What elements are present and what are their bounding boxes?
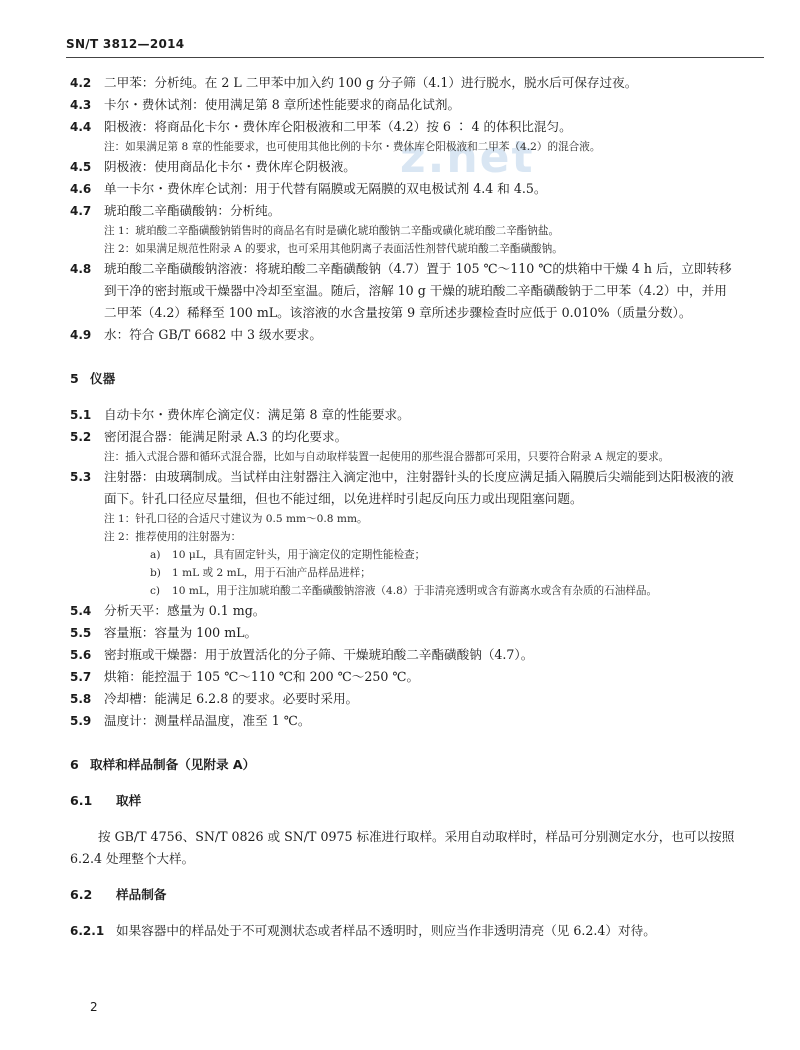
section-number: 5	[70, 371, 79, 386]
list-text: 1 mL 或 2 mL，用于石油产品样品进样；	[172, 567, 371, 579]
clause-text: 阴极液：使用商品化卡尔・费休库仑阴极液。	[104, 159, 356, 174]
clause-number: 5.3	[70, 470, 92, 484]
note-5-3-1: 注 1：针孔口径的合适尺寸建议为 0.5 mm～0.8 mm。	[104, 513, 368, 525]
clause-number: 4.8	[70, 262, 92, 276]
clause-text: 卡尔・费休试剂：使用满足第 8 章所述性能要求的商品化试剂。	[104, 97, 461, 112]
note-5-2: 注：插入式混合器和循环式混合器，比如与自动取样装置一起使用的那些混合器都可采用，只要符合附录 A 规定的要求。	[104, 451, 670, 463]
clause-number: 5.5	[70, 626, 92, 640]
page-number: 2	[90, 1000, 98, 1014]
subsection-number: 6.1	[70, 793, 93, 808]
clause-number: 5.9	[70, 714, 92, 728]
clause-text: 琥珀酸二辛酯磺酸钠溶液：将琥珀酸二辛酯磺酸钠（4.7）置于 105 ℃～110 ℃的烘箱中干燥 4 h 后，立即转移到干净的密封瓶或干燥器中冷却至室温。随后，溶解 10 g 干燥的琥珀酸二辛酯磺酸钠于二甲苯（4.2）中，并用二甲苯（4.2）稀释至 100 mL。该溶液的水含量按第 9 章所述步骤检查时应低于 0.010%（质量分数）。	[104, 261, 732, 320]
subsection-number: 6.2	[70, 887, 93, 902]
standard-code: SN/T 3812—2014	[66, 37, 185, 51]
clause-text: 自动卡尔・费休库仑滴定仪：满足第 8 章的性能要求。	[104, 407, 410, 422]
clause-text: 如果容器中的样品处于不可观测状态或者样品不透明时，则应当作非透明清亮（见 6.2.4）对待。	[116, 923, 656, 938]
clause-4-2	[70, 72, 738, 94]
clause-text: 密闭混合器：能满足附录 A.3 的均化要求。	[104, 429, 348, 444]
clause-text: 阳极液：将商品化卡尔・费休库仑阳极液和二甲苯（4.2）按 6 ∶ 4 的体积比混匀。	[104, 119, 572, 134]
clause-4-8	[70, 258, 738, 324]
clause-4-9	[70, 324, 738, 346]
clause-number: 4.7	[70, 204, 92, 218]
clause-5-6	[70, 644, 738, 666]
clause-4-5	[70, 156, 738, 178]
paragraph-6-1: 按 GB/T 4756、SN/T 0826 或 SN/T 0975 标准进行取样。采用自动取样时，样品可分别测定水分，也可以按照 6.2.4 处理整个大样。	[70, 829, 735, 866]
clause-text: 分析天平：感量为 0.1 mg。	[104, 603, 266, 618]
clause-number: 6.2.1	[70, 924, 105, 938]
clause-text: 水：符合 GB/T 6682 中 3 级水要求。	[104, 327, 322, 342]
clause-number: 4.5	[70, 160, 92, 174]
clause-number: 5.7	[70, 670, 92, 684]
section-title: 取样和样品制备（见附录 A）	[90, 757, 256, 772]
clause-4-3	[70, 94, 738, 116]
clause-text: 容量瓶：容量为 100 mL。	[104, 625, 258, 640]
clause-number: 4.9	[70, 328, 92, 342]
clause-number: 5.6	[70, 648, 92, 662]
clause-5-2	[70, 426, 738, 448]
document-body	[70, 72, 738, 942]
clause-number: 5.8	[70, 692, 92, 706]
clause-4-4	[70, 116, 738, 138]
clause-number: 4.6	[70, 182, 92, 196]
note-4-7-1: 注 1：琥珀酸二辛酯磺酸钠销售时的商品名有时是磺化琥珀酸钠二辛酯或磺化琥珀酸二辛酯钠盐。	[104, 225, 560, 237]
list-item	[70, 546, 738, 564]
header-divider	[66, 57, 764, 58]
clause-text: 二甲苯：分析纯。在 2 L 二甲苯中加入约 100 g 分子筛（4.1）进行脱水，脱水后可保存过夜。	[104, 75, 638, 90]
clause-text: 单一卡尔・费休库仑试剂：用于代替有隔膜或无隔膜的双电极试剂 4.4 和 4.5。	[104, 181, 547, 196]
clause-number: 4.3	[70, 98, 92, 112]
subsection-6-2-heading	[70, 884, 738, 906]
note-4-7-2: 注 2：如果满足规范性附录 A 的要求，也可采用其他阴离子表面活性剂替代琥珀酸二辛酯磺酸钠。	[104, 243, 563, 255]
clause-5-1	[70, 404, 738, 426]
clause-text: 注射器：由玻璃制成。当试样由注射器注入滴定池中，注射器针头的长度应满足插入隔膜后尖端能到达阳极液的液面下。针孔口径应尽量细，但也不能过细，以免进样时引起反向压力或出现阻塞问题。	[104, 469, 734, 506]
clause-text: 琥珀酸二辛酯磺酸钠：分析纯。	[104, 203, 281, 218]
list-label: b)	[150, 567, 161, 579]
subsection-title: 取样	[116, 793, 142, 808]
clause-5-5	[70, 622, 738, 644]
clause-6-2-1	[70, 920, 738, 942]
watermark: z.net	[400, 132, 535, 183]
clause-text: 冷却槽：能满足 6.2.8 的要求。必要时采用。	[104, 691, 359, 706]
clause-5-8	[70, 688, 738, 710]
clause-number: 4.2	[70, 76, 92, 90]
clause-text: 温度计：测量样品温度，准至 1 ℃。	[104, 713, 311, 728]
list-label: c)	[150, 585, 161, 597]
clause-5-9	[70, 710, 738, 732]
subsection-6-1-heading	[70, 790, 738, 812]
clause-5-3	[70, 466, 738, 510]
list-label: a)	[150, 549, 161, 561]
clause-4-7	[70, 200, 738, 222]
clause-number: 5.4	[70, 604, 92, 618]
clause-number: 4.4	[70, 120, 92, 134]
clause-5-4	[70, 600, 738, 622]
clause-number: 5.2	[70, 430, 92, 444]
list-text: 10 μL，具有固定针头，用于滴定仪的定期性能检查；	[172, 549, 426, 561]
clause-number: 5.1	[70, 408, 92, 422]
clause-4-6	[70, 178, 738, 200]
list-text: 10 mL，用于注加琥珀酸二辛酯磺酸钠溶液（4.8）于非清亮透明或含有游离水或含有杂质的石油样品。	[172, 585, 658, 597]
section-number: 6	[70, 757, 79, 772]
subsection-title: 样品制备	[116, 887, 167, 902]
note-4-4: 注：如果满足第 8 章的性能要求，也可使用其他比例的卡尔・费休库仑阳极液和二甲苯（4.2）的混合液。	[104, 141, 601, 153]
list-item	[70, 564, 738, 582]
list-item	[70, 582, 738, 600]
section-5-heading	[70, 368, 738, 390]
clause-text: 密封瓶或干燥器：用于放置活化的分子筛、干燥琥珀酸二辛酯磺酸钠（4.7）。	[104, 647, 534, 662]
section-title: 仪器	[90, 371, 116, 386]
note-5-3-2: 注 2：推荐使用的注射器为：	[104, 531, 242, 543]
section-6-heading	[70, 754, 738, 776]
clause-5-7	[70, 666, 738, 688]
clause-text: 烘箱：能控温于 105 ℃～110 ℃和 200 ℃～250 ℃。	[104, 669, 420, 684]
